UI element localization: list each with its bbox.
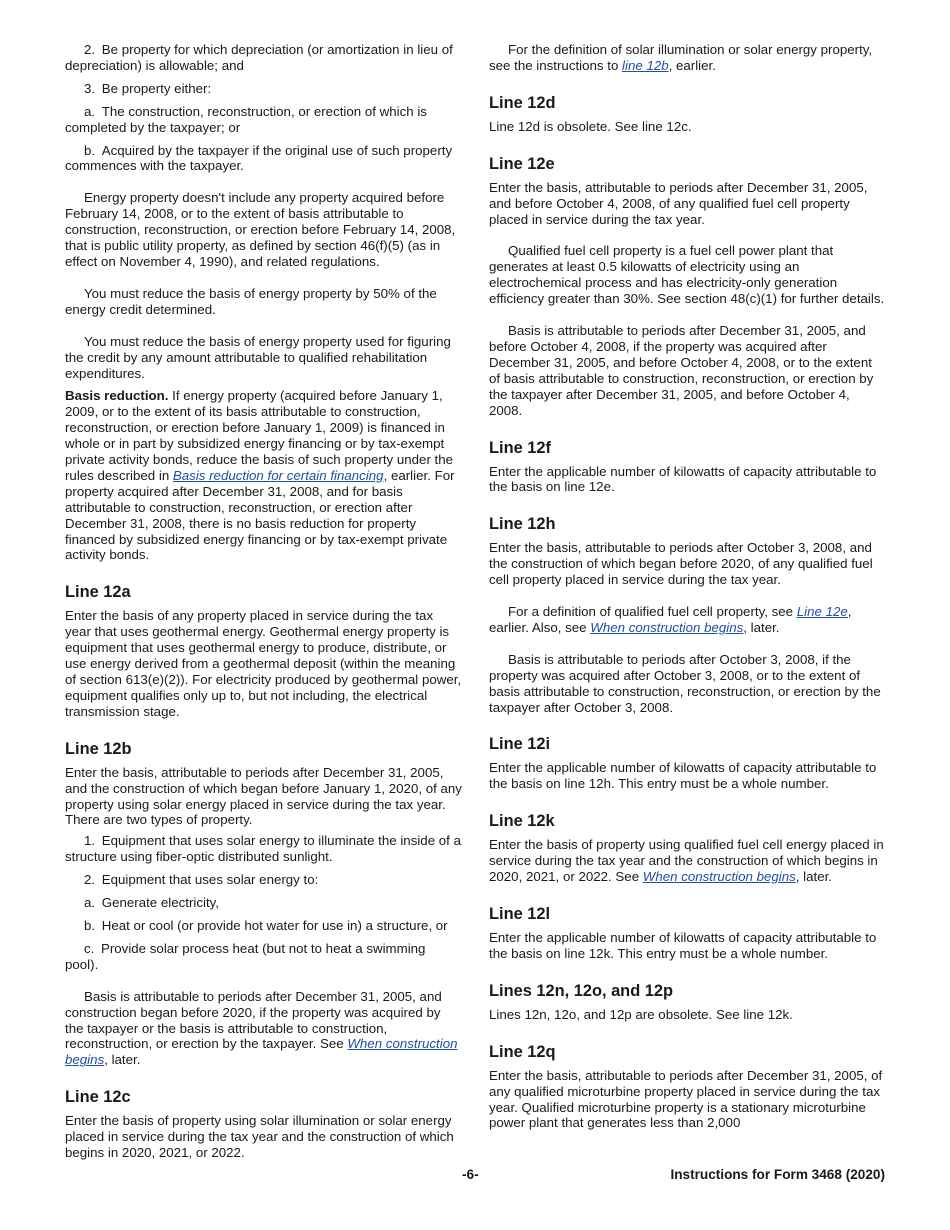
page-number: -6- xyxy=(462,1167,479,1182)
paragraph: Lines 12n, 12o, and 12p are obsolete. See line 12k. xyxy=(489,1006,793,1022)
form-title: Instructions for Form 3468 (2020) xyxy=(670,1167,885,1182)
when-construction-begins-link[interactable]: When construction begins xyxy=(642,869,796,885)
paragraph-text: , later. xyxy=(795,869,832,885)
heading-line-12l: Line 12l xyxy=(489,905,551,923)
paragraph xyxy=(65,989,462,1069)
paragraph: Enter the basis, attributable to periods after December 31, 2005, of any qualified microturbine property placed in service during the tax year. Qualified microturbine property is a stationary microturbine power plant that generates less than 2,000 xyxy=(489,1067,883,1131)
list-item: b. Heat or cool (or provide hot water for use in) a structure, or xyxy=(84,917,448,933)
paragraph xyxy=(489,42,886,74)
paragraph: Enter the applicable number of kilowatts of capacity attributable to the basis on line 12h. This entry must be a whole number. xyxy=(489,760,877,792)
paragraph: Energy property doesn't include any property acquired before February 14, 2008, or to the extent of basis attributable to construction, reconstruction, or erection before February 14, 2008, that is public utility property, as defined by section 46(f)(5) (as in effect on November 4, 1990), and related regulations. xyxy=(65,190,456,269)
heading-line-12h: Line 12h xyxy=(489,515,556,534)
left-column xyxy=(65,42,462,1161)
line-12b-link[interactable]: line 12b xyxy=(622,57,669,73)
list-item: a. Generate electricity, xyxy=(84,895,219,911)
list-item: 3. Be property either: xyxy=(84,80,212,96)
paragraph: You must reduce the basis of energy property by 50% of the energy credit determined. xyxy=(65,285,437,317)
heading-line-12d: Line 12d xyxy=(489,93,556,112)
paragraph-text: For the definition of solar illumination or solar energy property, see the instructions to xyxy=(489,42,873,73)
paragraph: Enter the basis, attributable to periods after October 3, 2008, and the construction of which began before 2020, of any qualified fuel cell property placed in service during the tax year. xyxy=(489,540,873,588)
basis-reduction-heading: Basis reduction. xyxy=(65,388,169,404)
paragraph xyxy=(489,604,886,636)
list-item: c. Provide solar process heat (but not to heat a swimming pool). xyxy=(65,940,426,972)
heading-line-12a: Line 12a xyxy=(65,583,131,602)
page-footer xyxy=(0,1167,950,1187)
list-item: 2. Equipment that uses solar energy to: xyxy=(84,872,319,888)
heading-line-12i: Line 12i xyxy=(489,735,551,754)
paragraph: Basis is attributable to periods after October 3, 2008, if the property was acquired after October 3, 2008, or to the extent of basis attributable to construction, reconstruction, or erection by the taxpayer after October 3, 2008. xyxy=(489,651,881,715)
paragraph: You must reduce the basis of energy property used for figuring the credit by any amount attributable to qualified rehabilitation expenditures. xyxy=(65,333,451,381)
paragraph: Enter the applicable number of kilowatts of capacity attributable to the basis on line 12k. This entry must be a whole number. xyxy=(489,930,877,961)
paragraph: Enter the basis of any property placed in service during the tax year that uses geothermal energy. Geothermal energy property is equipment that uses geothermal energy to produce, distribute, or use energy derived from a geothermal deposit (within the meaning of section 613(e)(2)). For electricity produced by geothermal power, equipment qualifies only up to, but not including, the electrical transmission stage. xyxy=(65,608,462,719)
paragraph xyxy=(489,837,886,885)
paragraph: Enter the basis, attributable to periods after December 31, 2005, and before October 4, 2008, of any qualified fuel cell property placed in service during the tax year. xyxy=(489,179,868,227)
paragraph-text: , later. xyxy=(743,619,780,635)
paragraph-text: Basis is attributable to periods after December 31, 2005, and construction began before 2020, if the property was acquired by the taxpayer or the basis is attributable to construction, reconstruction, or erection by the taxpayer. See xyxy=(65,988,442,1052)
paragraph: Basis is attributable to periods after December 31, 2005, and before October 4, 2008, if the property was acquired after December 31, 2005, and before October 4, 2008, or to the extent of basis attributable to construction, reconstruction, or erection by the taxpayer after December 31, 2005, and before October 4, 2008. xyxy=(489,323,874,418)
when-construction-begins-link[interactable]: When construction begins xyxy=(590,619,744,635)
paragraph-text: , earlier. xyxy=(668,57,716,73)
heading-line-12q: Line 12q xyxy=(489,1042,556,1061)
heading-line-12k: Line 12k xyxy=(489,812,555,831)
list-item: 1. Equipment that uses solar energy to illuminate the inside of a structure using fiber-optic distributed sunlight. xyxy=(65,833,461,865)
heading-line-12c: Line 12c xyxy=(65,1088,131,1107)
heading-lines-12n-12o-12p: Lines 12n, 12o, and 12p xyxy=(489,981,674,1000)
paragraph-text: , later. xyxy=(104,1052,141,1068)
paragraph: Enter the applicable number of kilowatts of capacity attributable to the basis on line 12e. xyxy=(489,463,877,495)
paragraph-text: If energy property (acquired before January 1, 2009, or to the extent of its basis attributable to construction, reconstruction, or erection before January 1, 2009) is financed in whole or in part by subsidized energy financing or by tax-exempt private activity bonds, reduce the basis of such property under the rules described in xyxy=(65,388,454,483)
paragraph-text: Enter the basis of property using qualified fuel cell energy placed in service during the tax year and the construction of which begins in 2020, 2021, or 2022. See xyxy=(489,837,884,885)
paragraph: Enter the basis, attributable to periods after December 31, 2005, and the construction of which began before January 1, 2020, of any property using solar energy placed in service during the tax year. There are two types of property. xyxy=(65,764,462,828)
when-construction-begins-link[interactable]: When construction begins xyxy=(65,1036,458,1068)
list-item: a. The construction, reconstruction, or erection of which is completed by the taxpayer; or xyxy=(65,103,427,135)
paragraph-text: , earlier. For property acquired after December 31, 2008, and for basis attributable to construction, reconstruction, or erection after December 31, 2008, there is no basis reduction for property financed by subsidized energy financing or by tax-exempt private activity bonds. xyxy=(65,467,455,563)
list-item: b. Acquired by the taxpayer if the original use of such property commences with the taxpayer. xyxy=(65,142,453,174)
right-column xyxy=(489,42,886,1131)
paragraph: Enter the basis of property using solar illumination or solar energy placed in service during the tax year and the construction of which begins in 2020, 2021, or 2022. xyxy=(65,1113,454,1161)
paragraph-text: , earlier. Also, see xyxy=(489,604,852,635)
paragraph: Qualified fuel cell property is a fuel cell power plant that generates at least 0.5 kilowatts of electricity using an electrochemical process and has electricity-only generation efficiency greater than 30%. See section 48(c)(1) for further details. xyxy=(489,243,885,307)
heading-line-12e: Line 12e xyxy=(489,154,555,173)
heading-line-12b: Line 12b xyxy=(65,739,132,758)
list-item: 2. Be property for which depreciation (or amortization in lieu of depreciation) is allowable; and xyxy=(65,42,453,73)
heading-line-12f: Line 12f xyxy=(489,438,551,457)
paragraph: Line 12d is obsolete. See line 12c. xyxy=(489,118,692,134)
basis-reduction-link[interactable]: Basis reduction for certain financing xyxy=(172,467,384,483)
basis-reduction-paragraph xyxy=(65,388,462,563)
line-12e-link[interactable]: Line 12e xyxy=(796,604,848,620)
paragraph-text: For a definition of qualified fuel cell property, see xyxy=(508,604,797,620)
